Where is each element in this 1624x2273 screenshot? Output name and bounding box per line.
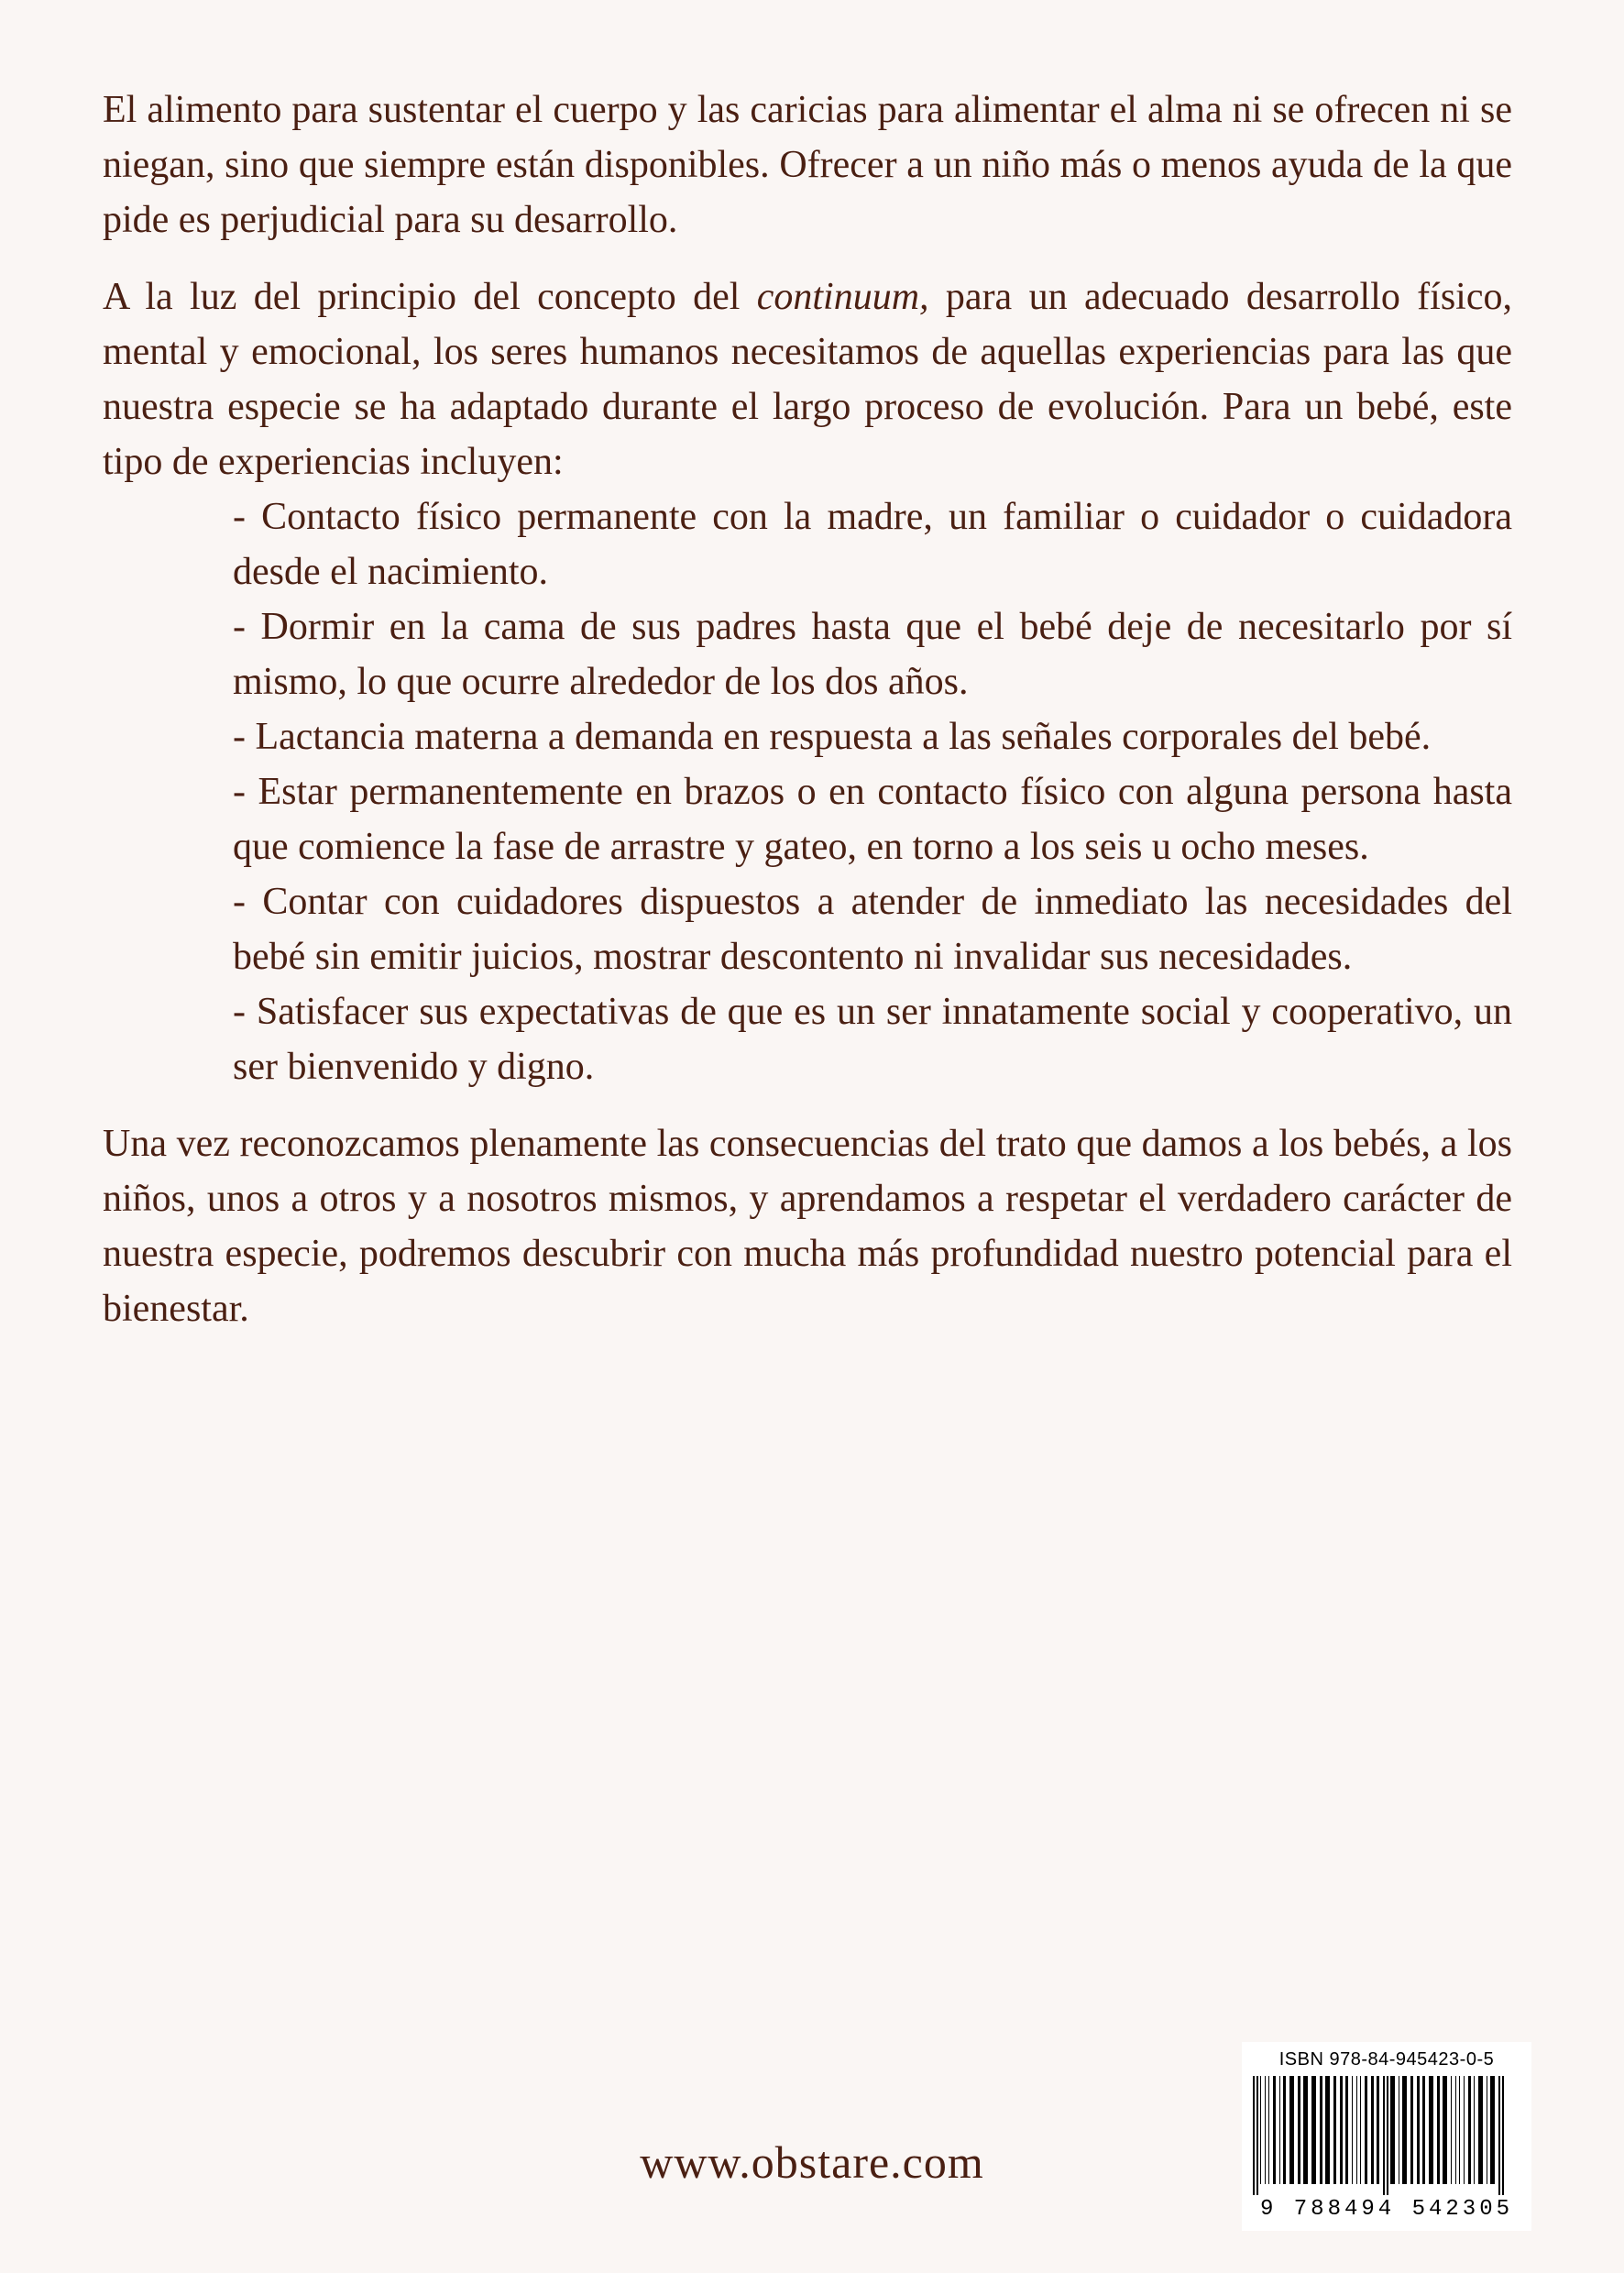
paragraph-2	[103, 269, 1512, 489]
paragraph-2-start: A la luz del principio del concepto del	[103, 276, 757, 318]
list-item: - Satisfacer sus expectativas de que es un ser innatamente social y cooperativo, un ser bienvenido y digno.	[233, 991, 1512, 1088]
publisher-website: www.obstare.com	[640, 2136, 984, 2188]
list-item: - Contar con cuidadores dispuestos a atender de inmediato las necesidades del bebé sin emitir juicios, mostrar descontento ni invalidar sus necesidades.	[233, 881, 1512, 978]
continuum-term: continuum,	[756, 276, 929, 318]
paragraph-2-end: para un adecuado desarrollo físico, mental y emocional, los seres humanos necesitamos de aquellas experiencias para las que nuestra especie se ha adaptado durante el largo proceso de evolución. Para un bebé, este tipo de experiencias incluyen:	[103, 276, 1512, 483]
experience-list	[103, 489, 1512, 1094]
back-cover-text	[103, 82, 1512, 1358]
list-item: - Dormir en la cama de sus padres hasta que el bebé deje de necesitarlo por sí mismo, lo que ocurre alrededor de los dos años.	[233, 606, 1512, 703]
isbn-label: ISBN 978-84-945423-0-5	[1278, 2049, 1495, 2070]
list-item: - Estar permanentemente en brazos o en contacto físico con alguna persona hasta que comience la fase de arrastre y gateo, en torno a los seis u ocho meses.	[233, 771, 1512, 868]
paragraph-3: Una vez reconozcamos plenamente las consecuencias del trato que damos a los bebés, a los niños, unos a otros y a nosotros mismos, y aprendamos a respetar el verdadero carácter de nuestra especie, podremos descubrir con mucha más profundidad nuestro potencial para el bienestar.	[103, 1123, 1512, 1330]
list-item: - Lactancia materna a demanda en respuesta a las señales corporales del bebé.	[233, 716, 1432, 758]
list-item: - Contacto físico permanente con la madre, un familiar o cuidador o cuidadora desde el nacimiento.	[233, 496, 1512, 593]
paragraph-1: El alimento para sustentar el cuerpo y las caricias para alimentar el alma ni se ofrecen ni se niegan, sino que siempre están disponibles. Ofrecer a un niño más o menos ayuda de la que pide es perjudicial para su desarrollo.	[103, 89, 1512, 241]
barcode-digits: 9 788494 542305	[1259, 2197, 1514, 2222]
